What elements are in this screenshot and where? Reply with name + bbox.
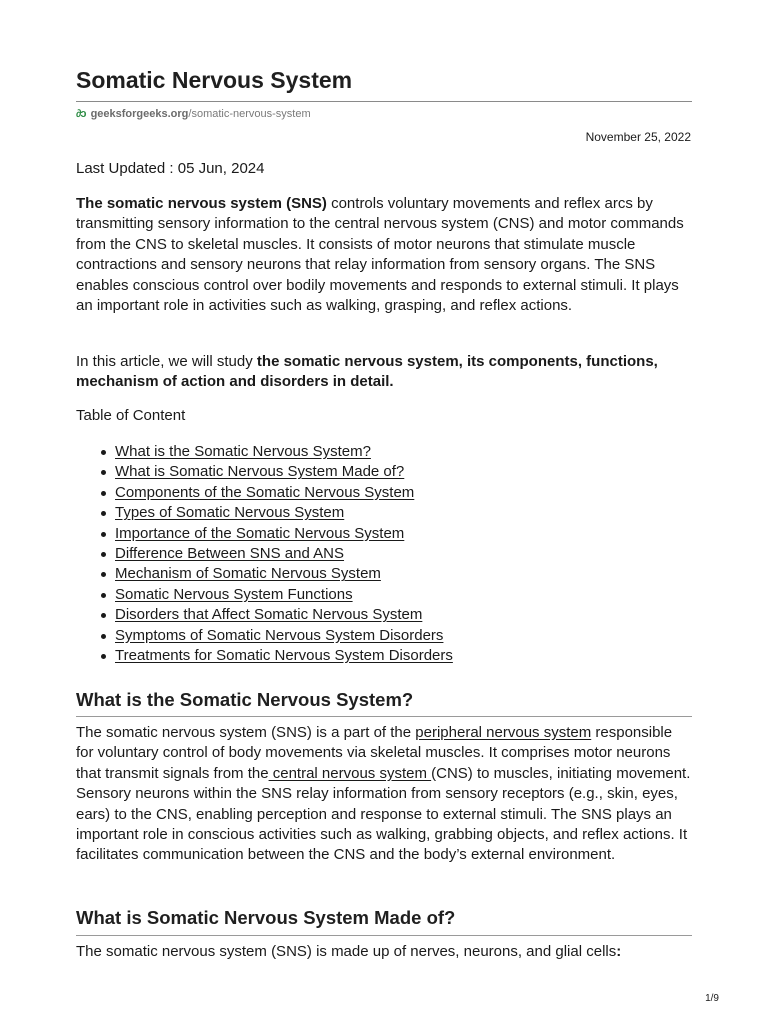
section1-paragraph bbox=[76, 723, 692, 866]
intro-text: controls voluntary movements and reflex arcs by transmitting sensory information to the central nervous system (CNS) and motor commands from the CNS to skeletal muscles. It consists of motor neurons that stimulate muscle contractions and sensory neurons that relay information from sensory organs. The SNS enables conscious control over bodily movements and responds to external stimuli. It plays an important role in activities such as walking, grasping, and reflex actions. bbox=[76, 195, 684, 315]
toc-item bbox=[76, 605, 453, 625]
section2-text: The somatic nervous system (SNS) is made up of nerves, neurons, and glial cells bbox=[76, 943, 617, 960]
print-date: November 25, 2022 bbox=[585, 130, 691, 144]
study-paragraph bbox=[76, 352, 692, 393]
source-line bbox=[76, 107, 311, 121]
toc-link-made-of[interactable]: What is Somatic Nervous System Made of? bbox=[115, 463, 405, 481]
toc-item bbox=[76, 503, 453, 523]
study-bold: the somatic nervous system, its components, functions, mechanism of action and disorders in detail. bbox=[76, 353, 658, 391]
toc-item bbox=[76, 442, 453, 462]
section1-text: The somatic nervous system (SNS) is a part of the bbox=[76, 724, 416, 741]
table-of-contents bbox=[76, 442, 453, 666]
toc-item bbox=[76, 483, 453, 503]
toc-item bbox=[76, 544, 453, 564]
section1-text: responsible for voluntary control of body movements via skeletal muscles. It comprises motor neurons that transmit signals from the bbox=[76, 724, 673, 782]
section1-text: (CNS) to muscles, initiating movement. Sensory neurons within the SNS relay information from sensory receptors (e.g., skin, eyes, ears) to the CNS, enabling perception and response to external stimuli. The SNS plays an important role in conscious activities such as walking, grabbing objects, and reflex actions. It facilitates communication between the CNS and the body’s external environment. bbox=[76, 764, 691, 864]
section-heading-what-is-sns: What is the Somatic Nervous System? bbox=[76, 689, 414, 710]
peripheral-nervous-system-link[interactable]: peripheral nervous system bbox=[415, 724, 592, 741]
study-prefix: In this article, we will study bbox=[76, 353, 257, 370]
last-updated: Last Updated : 05 Jun, 2024 bbox=[76, 160, 265, 177]
toc-item bbox=[76, 585, 453, 605]
toc-item bbox=[76, 626, 453, 646]
toc-item bbox=[76, 564, 453, 584]
toc-item bbox=[76, 462, 453, 482]
title-divider bbox=[76, 101, 692, 102]
toc-link-components[interactable]: Components of the Somatic Nervous System bbox=[115, 483, 415, 501]
section2-colon: : bbox=[616, 943, 622, 960]
toc-link-functions[interactable]: Somatic Nervous System Functions bbox=[115, 585, 353, 603]
gfg-logo-icon: ∂ɔ bbox=[76, 108, 86, 120]
page-indicator: 1/9 bbox=[705, 993, 719, 1004]
intro-paragraph bbox=[76, 194, 692, 316]
toc-item bbox=[76, 524, 453, 544]
toc-link-symptoms[interactable]: Symptoms of Somatic Nervous System Disorders bbox=[115, 626, 444, 644]
section-divider bbox=[76, 716, 692, 717]
source-domain[interactable]: geeksforgeeks.org bbox=[90, 108, 189, 120]
section-divider bbox=[76, 935, 692, 936]
central-nervous-system-link[interactable]: central nervous system bbox=[268, 764, 432, 782]
toc-link-disorders[interactable]: Disorders that Affect Somatic Nervous System bbox=[115, 606, 423, 624]
source-path[interactable]: /somatic-nervous-system bbox=[188, 108, 311, 120]
intro-bold-lead: The somatic nervous system (SNS) bbox=[76, 195, 327, 212]
toc-link-mechanism[interactable]: Mechanism of Somatic Nervous System bbox=[115, 565, 381, 583]
toc-item bbox=[76, 646, 453, 666]
toc-link-difference[interactable]: Difference Between SNS and ANS bbox=[115, 545, 345, 563]
toc-link-treatments[interactable]: Treatments for Somatic Nervous System Disorders bbox=[115, 647, 453, 665]
toc-link-types[interactable]: Types of Somatic Nervous System bbox=[115, 504, 345, 522]
page-title: Somatic Nervous System bbox=[76, 67, 353, 93]
toc-label: Table of Content bbox=[76, 407, 186, 424]
toc-link-importance[interactable]: Importance of the Somatic Nervous System bbox=[115, 524, 405, 542]
toc-link-what-is-sns[interactable]: What is the Somatic Nervous System? bbox=[115, 443, 371, 460]
section2-paragraph bbox=[76, 942, 692, 962]
section-heading-made-of: What is Somatic Nervous System Made of? bbox=[76, 907, 456, 928]
